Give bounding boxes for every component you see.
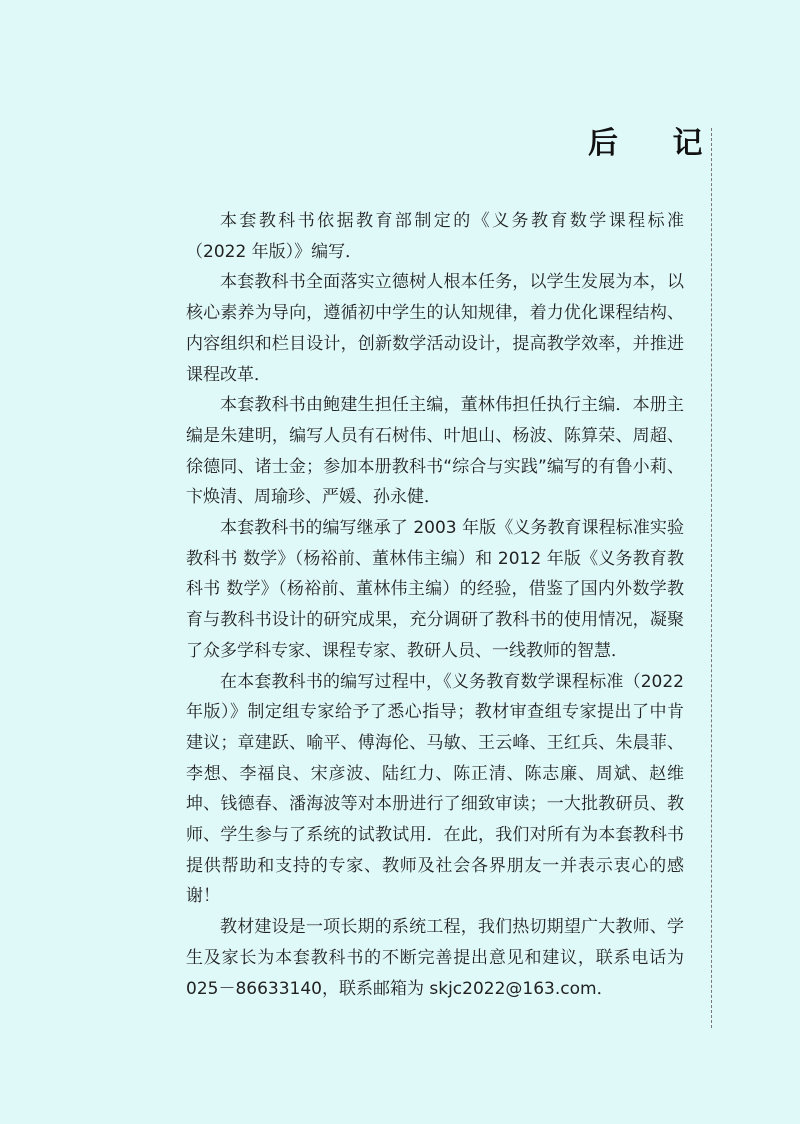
margin-dashed-line (711, 128, 712, 1028)
page-title: 后 记 (588, 126, 725, 161)
paragraph-6: 教材建设是一项长期的系统工程，我们热切期望广大教师、学生及家长为本套教科书的不断完善提出意见和建议，联系电话为 025－86633140，联系邮箱为 skjc2022@163.com． (186, 917, 684, 999)
paragraph-3: 本套教科书由鲍建生担任主编，董林伟担任执行主编．本册主编是朱建明，编写人员有石树伟、叶旭山、杨波、陈算荣、周超、徐德同、诸士金；参加本册教科书“综合与实践”编写的有鲁小莉、卞焕清、周瑜珍、严媛、孙永健． (186, 395, 684, 508)
paragraph-2: 本套教科书全面落实立德树人根本任务，以学生发展为本，以核心素养为导向，遵循初中学生的认知规律，着力优化课程结构、内容组织和栏目设计，创新数学活动设计，提高教学效率，并推进课程改革． (186, 272, 684, 385)
paragraph-5: 在本套教科书的编写过程中，《义务教育数学课程标准（2022 年版）》制定组专家给予了悉心指导；教材审查组专家提出了中肯建议；章建跃、喻平、傅海伦、马敏、王云峰、王红兵、朱晨菲、李想、李福良、宋彦波、陆红力、陈正清、陈志廉、周斌、赵维坤、钱德春、潘海波等对本册进行了细致审读；一大批教研员、教师、学生参与了系统的试教试用．在此，我们对所有为本套教科书提供帮助和支持的专家、教师及社会各界朋友一并表示衷心的感谢！ (186, 671, 684, 907)
paragraph-1: 本套教科书依据教育部制定的《义务教育数学课程标准（2022 年版）》编写． (186, 211, 684, 262)
afterword-content (186, 206, 684, 1004)
paragraph-4: 本套教科书的编写继承了 2003 年版《义务教育课程标准实验教科书 数学》（杨裕前、董林伟主编）和 2012 年版《义务教育教科书 数学》（杨裕前、董林伟主编）的经验，借鉴了国内外数学教育与教科书设计的研究成果，充分调研了教科书的使用情况，凝聚了众多学科专家、课程专家、教研人员、一线教师的智慧． (186, 518, 684, 661)
